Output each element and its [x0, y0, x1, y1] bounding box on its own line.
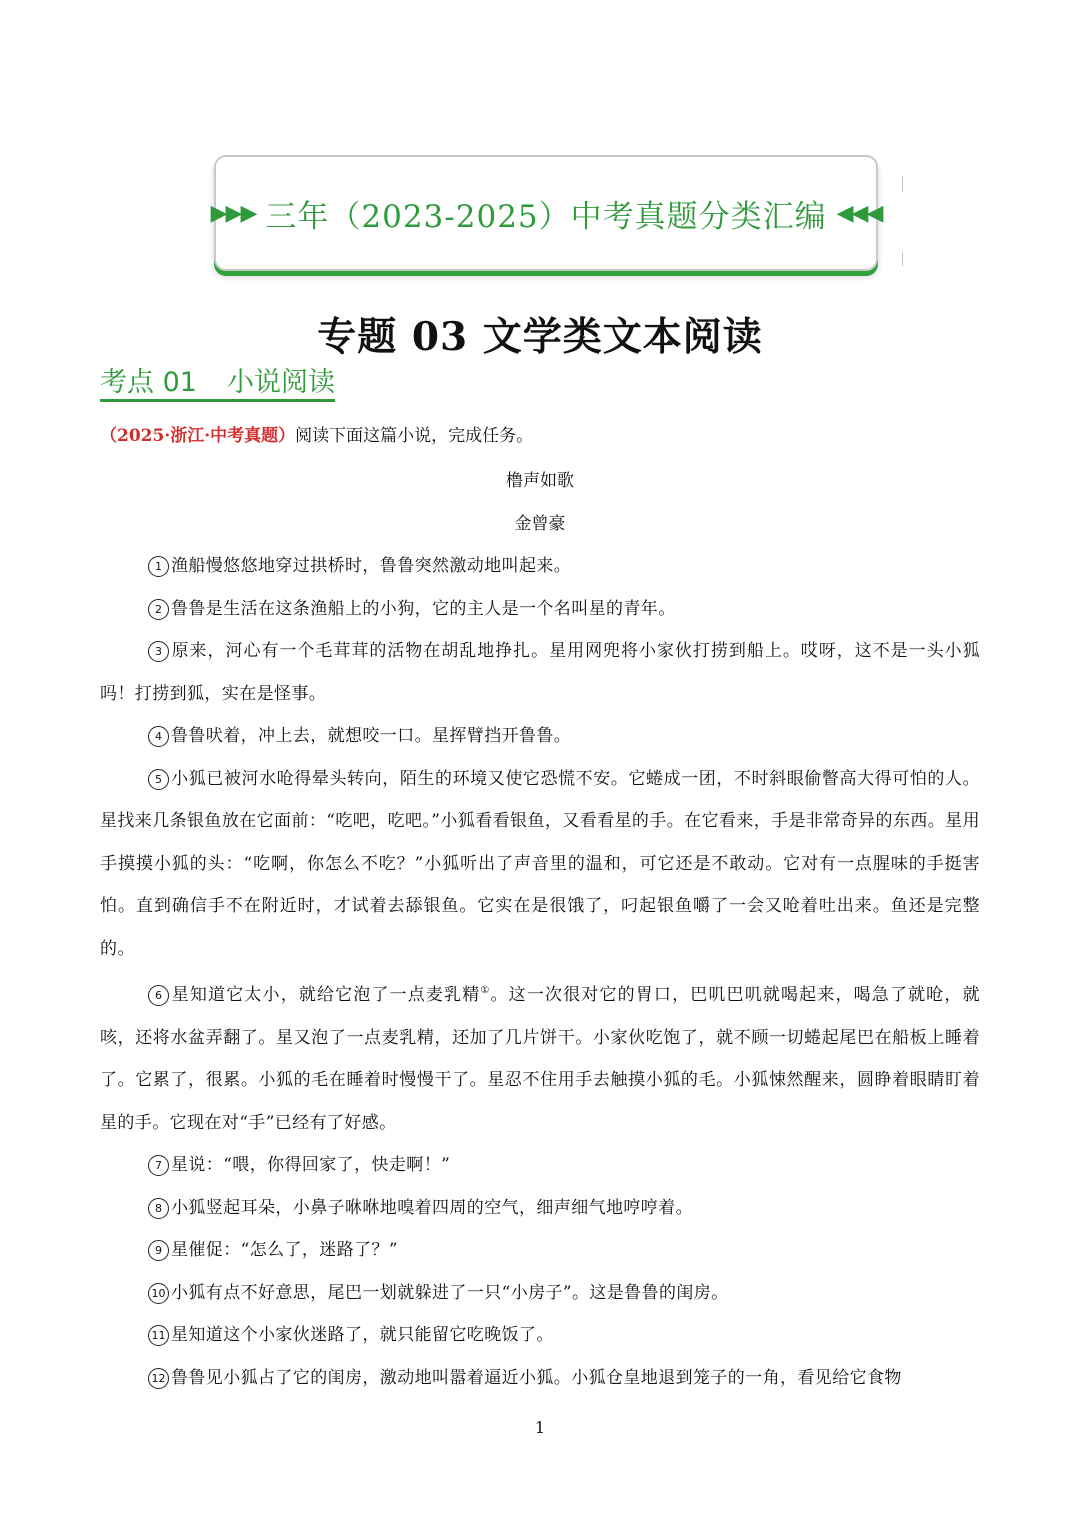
document-title: 专题 03 文学类文本阅读	[317, 314, 763, 360]
question-source-line	[100, 423, 533, 449]
page-number: 1	[534, 1418, 546, 1437]
section-code: 考点 01	[100, 367, 197, 398]
paragraph: 7 星说：“喂，你得回家了，快走啊！”	[100, 1144, 980, 1187]
footnote-marker[interactable]: ①	[480, 985, 491, 996]
paragraph-number: 5	[148, 769, 169, 790]
paragraph-number: 12	[148, 1368, 169, 1389]
arrow-right-icon: ▶▶▶	[210, 200, 256, 226]
paragraph-number: 10	[148, 1283, 169, 1304]
series-banner	[210, 155, 882, 271]
paragraph-number: 8	[148, 1198, 169, 1219]
section-name: 小说阅读	[226, 367, 335, 398]
margin-tick	[902, 252, 903, 266]
paragraph: 12 鲁鲁见小狐占了它的闺房，激动地叫嚣着逼近小狐。小狐仓皇地退到笼子的一角，看见给它食物	[100, 1357, 980, 1400]
paragraph: 3 原来，河心有一个毛茸茸的活物在胡乱地挣扎。星用网兜将小家伙打捞到船上。哎呀，这不是一头小狐吗！打捞到狐，实在是怪事。	[100, 641, 980, 704]
story-body	[100, 545, 980, 1399]
story-title: 橹声如歌	[506, 471, 574, 491]
paragraph-number: 3	[148, 641, 169, 662]
paragraph-number: 2	[148, 599, 169, 620]
section-heading	[100, 367, 335, 402]
paragraph-number: 6	[148, 985, 169, 1006]
paragraph-number: 9	[148, 1240, 169, 1261]
story-author: 金曾豪	[514, 514, 566, 534]
series-title: 三年（2023-2025）中考真题分类汇编	[265, 198, 827, 235]
instruction: 阅读下面这篇小说，完成任务。	[295, 426, 534, 446]
paragraph: 4 鲁鲁吠着，冲上去，就想咬一口。星挥臂挡开鲁鲁。	[100, 715, 980, 758]
paragraph: 9 星催促：“怎么了，迷路了？”	[100, 1229, 980, 1272]
arrow-left-icon: ◀◀◀	[836, 200, 882, 226]
paragraph-number: 7	[148, 1155, 169, 1176]
paragraph: 2 鲁鲁是生活在这条渔船上的小狗，它的主人是一个名叫星的青年。	[100, 588, 980, 631]
paragraph: 1 渔船慢悠悠地穿过拱桥时，鲁鲁突然激动地叫起来。	[100, 545, 980, 588]
source-tag: （2025·浙江·中考真题）	[100, 426, 296, 446]
paragraph-number: 4	[148, 726, 169, 747]
paragraph: 6 星知道它太小，就给它泡了一点麦乳精①。这一次很对它的胃口，巴叽巴叽就喝起来，喝急了就呛，就咳，还将水盆弄翻了。星又泡了一点麦乳精，还加了几片饼干。小家伙吃饱了，就不顾一切蜷起尾巴在船板上睡着了。它累了，很累。小狐的毛在睡着时慢慢干了。星忍不住用手去触摸小狐的毛。小狐悚然醒来，圆睁着眼睛盯着星的手。它现在对“手”已经有了好感。	[100, 985, 980, 1133]
paragraph-number: 11	[148, 1325, 169, 1346]
paragraph: 5 小狐已被河水呛得晕头转向，陌生的环境又使它恐慌不安。它蜷成一团，不时斜眼偷瞥高大得可怕的人。星找来几条银鱼放在它面前：“吃吧，吃吧。”小狐看看银鱼，又看看星的手。在它看来，手是非常奇异的东西。星用手摸摸小狐的头：“吃啊，你怎么不吃？”小狐听出了声音里的温和，可它还是不敢动。它对有一点腥味的手挺害怕。直到确信手不在附近时，才试着去舔银鱼。它实在是很饿了，叼起银鱼嚼了一会又呛着吐出来。鱼还是完整的。	[100, 768, 980, 959]
paragraph: 10 小狐有点不好意思，尾巴一划就躲进了一只“小房子”。这是鲁鲁的闺房。	[100, 1272, 980, 1315]
paragraph: 8 小狐竖起耳朵，小鼻子咻咻地嗅着四周的空气，细声细气地哼哼着。	[100, 1187, 980, 1230]
paragraph-number: 1	[148, 556, 169, 577]
margin-tick	[902, 176, 903, 192]
paragraph: 11 星知道这个小家伙迷路了，就只能留它吃晚饭了。	[100, 1314, 980, 1357]
